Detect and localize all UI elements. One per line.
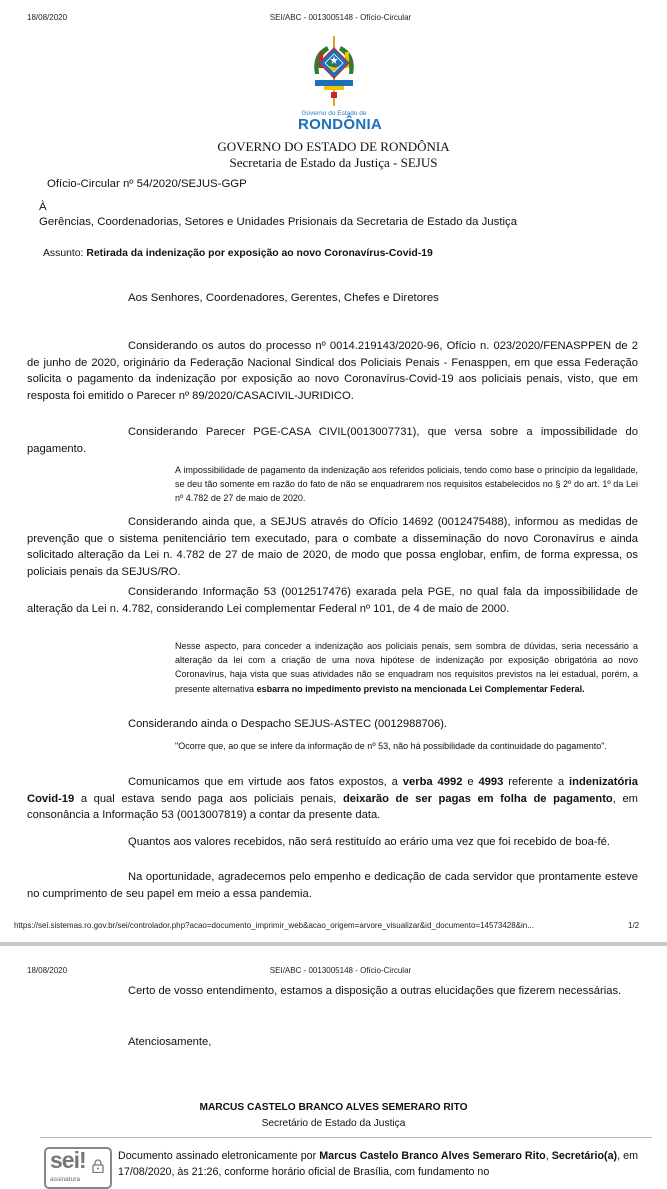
logo-government-text: Governo do Estado de [301,110,367,117]
quote-3: "Ocorre que, ao que se infere da informação de nº 53, não há possibilidade da continuidade do pagamento". [175,741,607,751]
subject-text: Retirada da indenização por exposição ao novo Coronavírus-Covid-19 [86,248,433,259]
lock-icon [91,1159,105,1173]
paragraph-6 [27,774,638,824]
paragraph-5: Considerando ainda o Despacho SEJUS-ASTEC (0012988706). [128,718,448,730]
paragraph-6-text-e: referente a [503,776,569,788]
paragraph-6-text-a: Comunicamos que em virtude aos fatos expostos, a [128,776,403,788]
government-logo [298,36,383,136]
electronic-signature-text [118,1149,638,1180]
indenizatoria-covid: indenizatória Covid-19 [27,776,638,805]
quote-2 [175,639,638,696]
recipient: Gerências, Coordenadorias, Setores e Unidades Prisionais da Secretaria de Estado da Justiça [39,216,518,228]
sig-signer-name: Marcus Castelo Branco Alves Semeraro Rito [319,1150,546,1162]
sei-logo-text: sei! [50,1147,86,1173]
paragraph-2 [27,424,638,457]
sig-text-1: Documento assinado eletronicamente por [118,1150,320,1162]
paragraph-4 [27,584,638,617]
print-footer-url: https://sei.sistemas.ro.gov.br/sei/controlador.php?acao=documento_imprimir_web&acao_origem=arvore_visualizar&id_documento=14573428&in... [14,921,534,930]
paragraph-8-text: Na oportunidade, agradecemos pelo empenho e dedicação de cada servidor que prontamente esteve no cumprimento de seu papel em meio a essa pandemia. [27,871,638,900]
paragraph-6-text-c: e [462,776,479,788]
quote-1: A impossibilidade de pagamento da indenização aos referidos policiais, tendo como base o princípio da legalidade, se deu tão somente em razão do fato de não se enquadrarem nos requisitos estabelecidos no § 2º do art. 1º da Lei nº 4.782 de 27 de maio de 2020. [175,465,638,504]
print-header-date-page-2: 18/08/2020 [27,966,68,975]
paragraph-1-text: Considerando os autos do processo nº 0014.219143/2020-96, Ofício n. 023/2020/FENASPPEN de 2 de junho de 2020, originário da Federação Nacional Sindical dos Policiais Penais - Fenasppen, em que essa Federação solicita o pagamento da indenização por exposição ao novo Coronavírus-Covid-19 aos policiais penais, visto, que em resposta foi emitido o Parecer nº 89/2020/CASACIVIL-JURIDICO. [27,340,638,402]
signer-name: MARCUS CASTELO BRANCO ALVES SEMERARO RITO [199,1102,468,1113]
sei-signature-seal [44,1147,112,1189]
paragraph-9 [47,983,638,1000]
sig-signer-role: Secretário(a) [551,1150,618,1162]
verba-4992: verba 4992 [402,776,463,788]
paragraph-3 [27,514,638,580]
verba-4993: 4993 [478,776,504,788]
state-coat-of-arms-icon [309,36,359,108]
print-header-title-page-2: SEI/ABC - 0013005148 - Ofício-Circular [269,966,412,975]
paragraph-6-text-i: , em consonância a Informação 53 (0013007819) a contar da presente data. [27,792,638,822]
sig-text-3: , [545,1150,552,1162]
sei-logo-subtext: assinatura [50,1176,80,1183]
paragraph-9-text: Certo de vosso entendimento, estamos a disposição a outras elucidações que fizerem necessárias. [128,985,622,997]
closing: Atenciosamente, [128,1036,212,1048]
sig-text-5: , em 17/08/2020, às 21:26, conforme horário oficial de Brasília, com fundamento no [118,1150,638,1178]
paragraph-3-text: Considerando ainda que, a SEJUS através do Ofício 14692 (0012475488), informou as medidas de prevenção que o sistema penitenciário tem executado, para o combate a disseminação do novo Coronavírus e ainda solicitado alteração da Lei n. 4.782 de 27 de maio de 2020, de modo que possa englobar, enfim, de forma expressa, os policiais penais da SEJUS/RO. [27,516,638,578]
document-number: Ofício-Circular nº 54/2020/SEJUS-GGP [47,178,247,190]
quote-2-text: Nesse aspecto, para conceder a indenização aos policiais penais, sem sombra de dúvidas, seria necessário a alteração da lei com a criação de uma nova hipótese de indenização por exposição obrigatória ao novo Coronavírus, haja vista que suas atividades não se enquadram nos requisitos previstos na lei estadual, porém, a presente alternativa [175,641,638,694]
recipient-prefix: À [39,201,47,213]
letterhead-secretariat: Secretaria de Estado da Justiça - SEJUS [229,155,438,170]
paragraph-7 [27,830,638,854]
paragraph-1 [27,338,638,404]
paragraph-7-text: Quantos aos valores recebidos, não será restituído ao erário uma vez que foi recebido de boa-fé. [128,836,610,848]
paragraph-8 [27,869,638,902]
print-header-date: 18/08/2020 [27,13,68,22]
payment-stop-notice: deixarão de ser pagas em folha de pagamento [342,792,613,805]
print-header-title: SEI/ABC - 0013005148 - Ofício-Circular [269,13,412,22]
letterhead-government: GOVERNO DO ESTADO DE RONDÔNIA [217,139,450,154]
paragraph-4-text: Considerando Informação 53 (0012517476) exarada pela PGE, no qual fala da impossibilidade de alteração da Lei n. 4.782, considerando Lei complementar Federal nº 101, de 4 de maio de 2000. [27,586,638,615]
salutation: Aos Senhores, Coordenadores, Gerentes, Chefes e Diretores [128,292,439,304]
subject-label: Assunto: [43,248,87,259]
print-footer-page: 1/2 [628,921,640,930]
signature-divider [40,1137,652,1138]
signer-role: Secretário de Estado da Justiça [261,1118,406,1129]
quote-2-emphasis: esbarra no impedimento previsto na mencionada Lei Complementar Federal. [256,683,585,694]
subject-line [43,246,654,263]
page-separator [0,942,667,946]
paragraph-6-text-g: a qual estava sendo paga aos policiais penais, [74,792,343,805]
logo-state-name: RONDÔNIA [298,116,383,133]
paragraph-2-text: Considerando Parecer PGE-CASA CIVIL(0013007731), que versa sobre a impossibilidade do pagamento. [27,426,638,455]
